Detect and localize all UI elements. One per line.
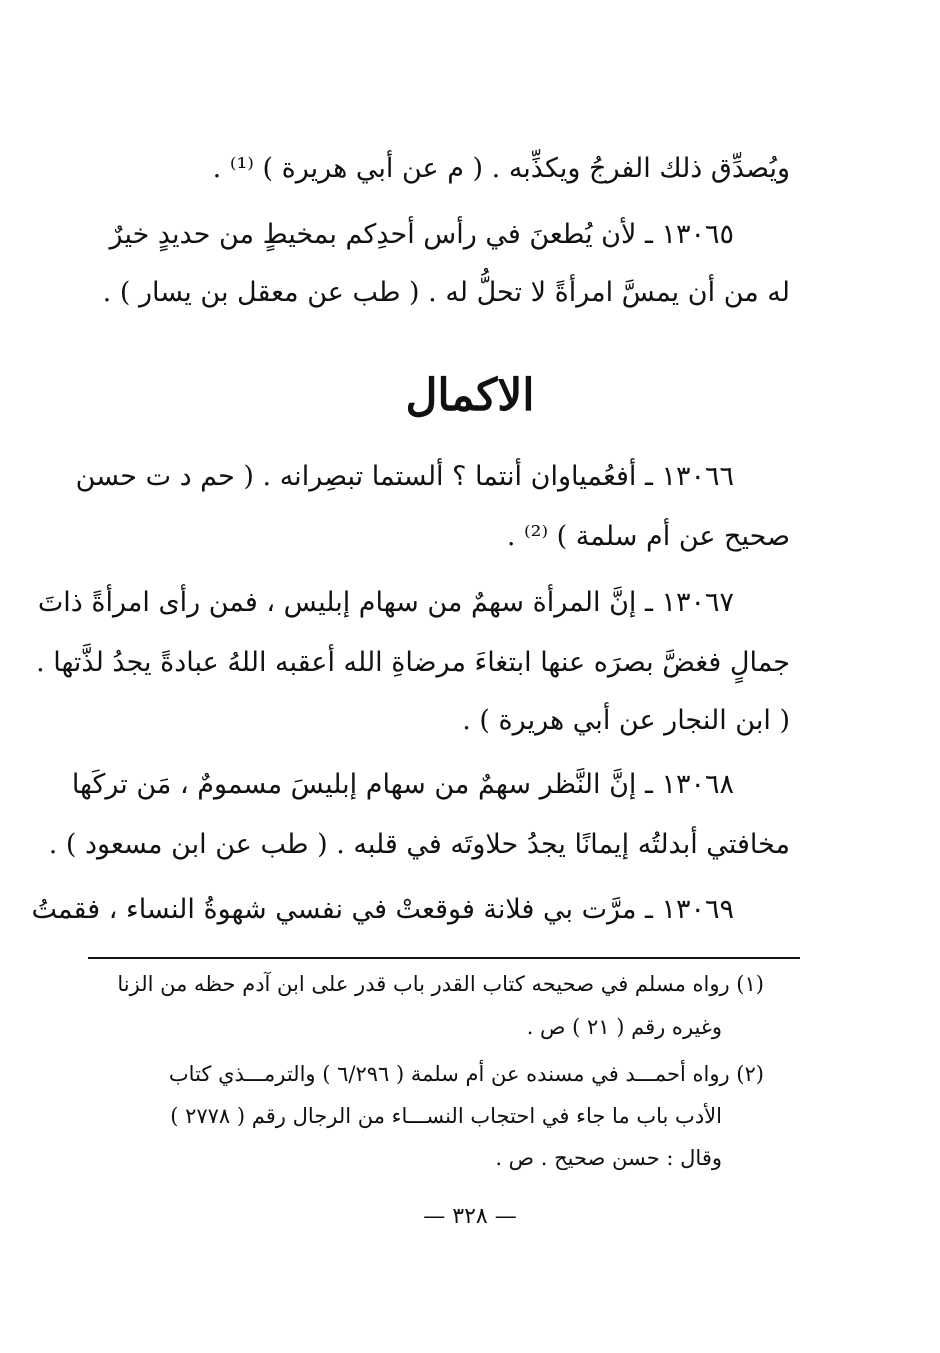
hadith-13069-line-1: ١٣٠٦٩ ـ مرَّت بي فلانة فوقعتْ في نفسي شهوةُ النساء ، فقمتُ xyxy=(31,894,734,925)
page-number: — ٣٢٨ — xyxy=(423,1204,517,1229)
hadith-13065-line-1: ١٣٠٦٥ ـ لأن يُطعنَ في رأس أحدِكم بمخيطٍ من حديدٍ خيرٌ xyxy=(109,219,734,250)
footnote-1-line-1: (١) رواه مسلم في صحيحه كتاب القدر باب قدر على ابن آدم حظه من الزنا xyxy=(117,972,764,996)
hadith-13065-line-2: له من أن يمسَّ امرأةً لا تحلُّ له . ( طب عن معقل بن يسار ) . xyxy=(102,277,790,308)
footnote-separator xyxy=(88,957,800,959)
hadith-13066-line-2: صحيح عن أم سلمة ) ⁽²⁾ . xyxy=(506,521,790,552)
hadith-13067-line-1: ١٣٠٦٧ ـ إنَّ المرأة سهمٌ من سهام إبليس ، فمن رأى امرأةً ذاتَ xyxy=(37,587,734,618)
hadith-13067-line-2: جمالٍ فغضَّ بصرَه عنها ابتغاءَ مرضاةِ الله أعقبه اللهُ عبادةً يجدُ لذَّتها . xyxy=(36,647,790,678)
footnote-2-line-3: وقال : حسن صحيح . ص . xyxy=(495,1146,722,1170)
footnote-2-line-2: الأدب باب ما جاء في احتجاب النســـاء من الرجال رقم ( ٢٧٧٨ ) xyxy=(170,1104,722,1128)
hadith-13068-line-1: ١٣٠٦٨ ـ إنَّ النَّظر سهمٌ من سهام إبليسَ مسمومٌ ، مَن تركَها xyxy=(71,769,734,800)
text-line-1: ويُصدِّق ذلك الفرجُ ويكذِّبه . ( م عن أبي هريرة ) ⁽¹⁾ . xyxy=(212,153,790,184)
hadith-13068-line-2: مخافتي أبدلتُه إيمانًا يجدُ حلاوتَه في قلبه . ( طب عن ابن مسعود ) . xyxy=(48,829,790,860)
section-title: الاكمال xyxy=(405,370,535,421)
hadith-13067-line-3: ( ابن النجار عن أبي هريرة ) . xyxy=(462,705,790,736)
hadith-13066-line-1: ١٣٠٦٦ ـ أفعُمياوان أنتما ؟ ألستما تبصِرانه . ( حم د ت حسن xyxy=(75,461,734,492)
footnote-2-line-1: (٢) رواه أحمـــد في مسنده عن أم سلمة ( ٦/٢٩٦ ) والترمـــذي كتاب xyxy=(168,1062,764,1086)
footnote-1-line-2: وغيره رقم ( ٢١ ) ص . xyxy=(526,1015,722,1039)
